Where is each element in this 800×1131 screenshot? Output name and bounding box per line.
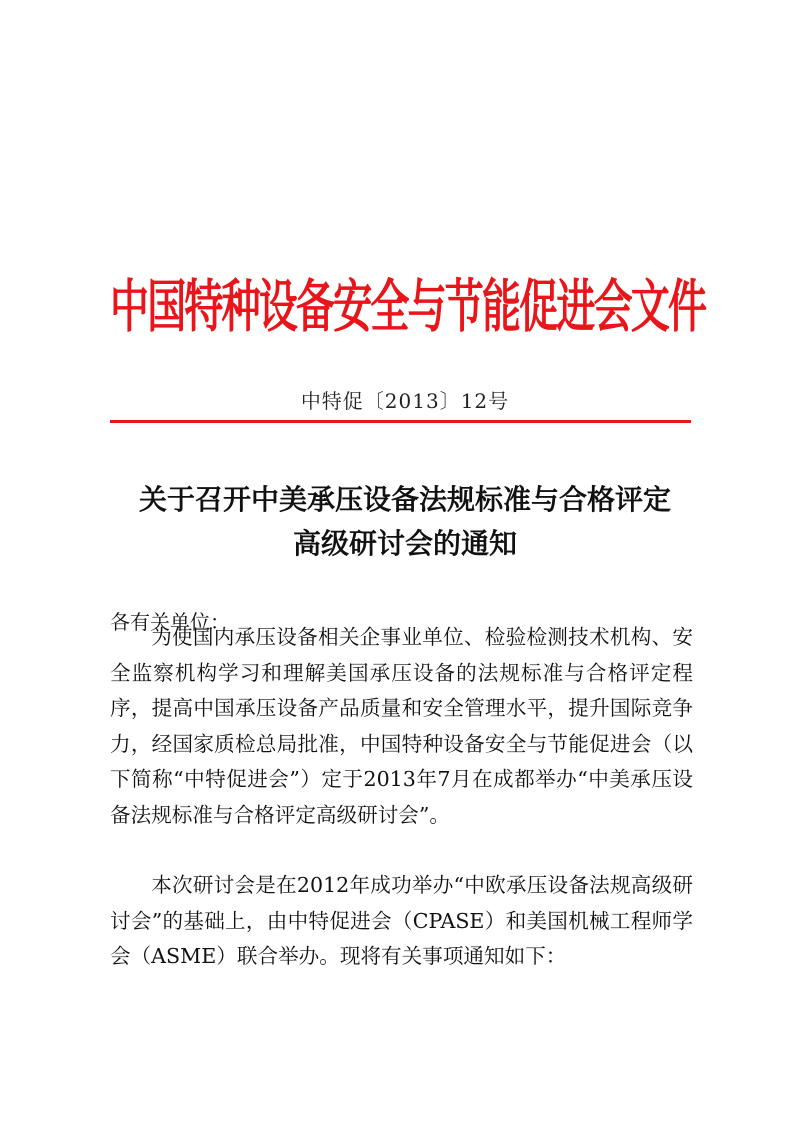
notice-title xyxy=(110,478,700,566)
notice-title-line-2: 高级研讨会的通知 xyxy=(292,527,517,560)
salutation: 各有关单位： xyxy=(110,610,230,634)
body-paragraph-1: 为使国内承压设备相关企事业单位、检验检测技术机构、安全监察机构学习和理解美国承压设备的法规标准与合格评定程序，提高中国承压设备产品质量和安全管理水平，提升国际竞争力，经国家质检总局批准，中国特种设备安全与节能促进会（以下简称“中特促进会”）定于2013年7月在成都举办“中美承压设备法规标准与合格评定高级研讨会”。 xyxy=(110,625,693,827)
document-header-title: 中国特种设备安全与节能促进会文件 xyxy=(110,275,706,341)
document-number: 中特促〔2013〕12号 xyxy=(300,389,510,413)
body-paragraph-2: 本次研讨会是在2012年成功举办“中欧承压设备法规高级研讨会”的基础上，由中特促进会（CPASE）和美国机械工程师学会（ASME）联合举办。现将有关事项通知如下： xyxy=(110,873,693,968)
red-divider-line xyxy=(110,420,691,423)
notice-title-line-1: 关于召开中美承压设备法规标准与合格评定 xyxy=(138,483,671,516)
